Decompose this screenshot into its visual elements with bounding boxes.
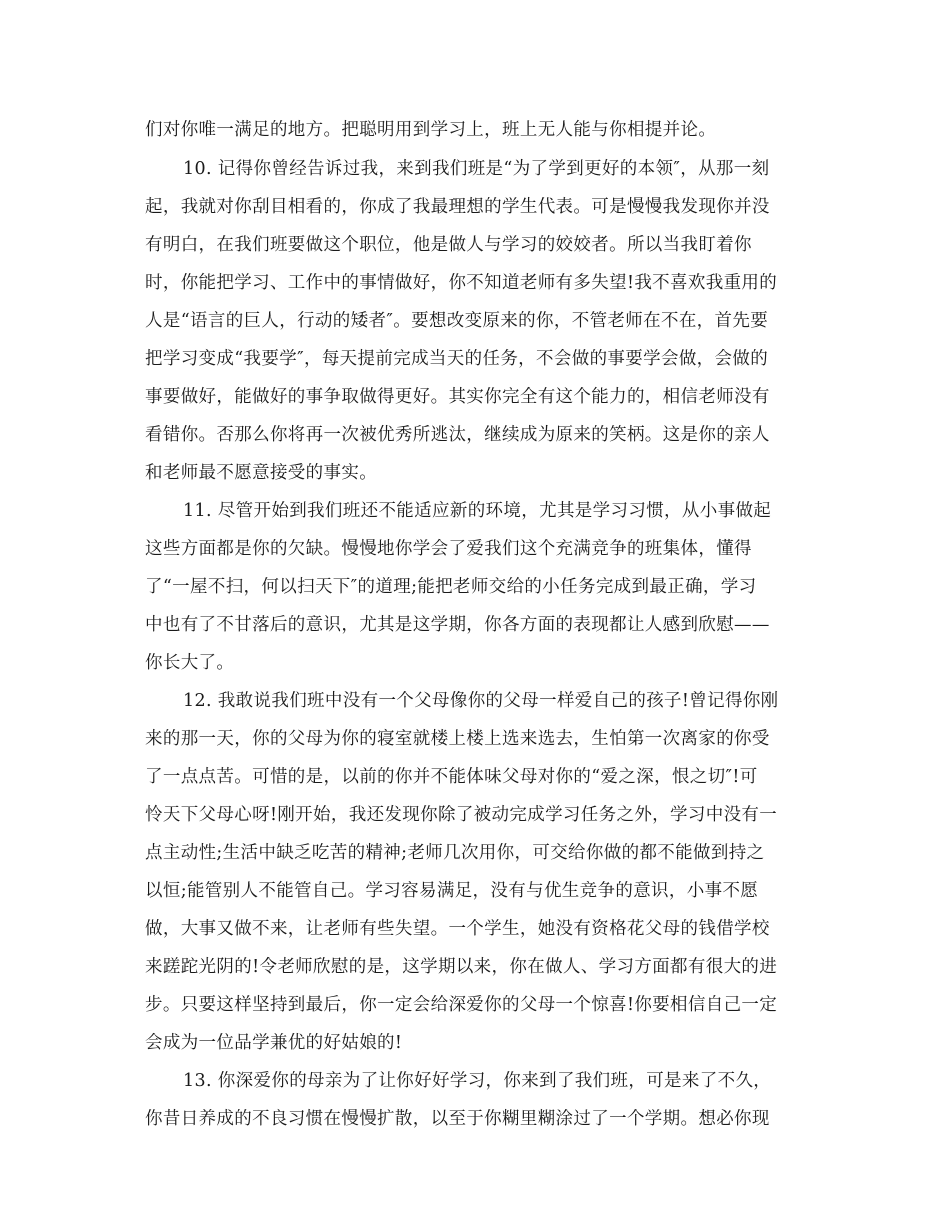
paragraph-12-start: 12. 我敢说我们班中没有一个父母像你的父母一样爱自己的孩子!曾记得你刚: [183, 691, 779, 711]
text-line: 中也有了不甘落后的意识，尤其是这学期，你各方面的表现都让人感到欣慰——: [145, 615, 770, 635]
text-line: 们对你唯一满足的地方。把聪明用到学习上，班上无人能与你相提并论。: [145, 120, 717, 140]
text-line: 这些方面都是你的欠缺。慢慢地你学会了爱我们这个充满竞争的班集体，懂得: [145, 539, 752, 559]
text-line: 把学习变成“我要学″，每天提前完成当天的任务，不会做的事要学会做，会做的: [145, 349, 769, 369]
text-line: 来的那一天，你的父母为你的寝室就楼上楼上选来选去，生怕第一次离家的你受: [145, 729, 770, 749]
text-line: 事要做好，能做好的事争取做得更好。其实你完全有这个能力的，相信老师没有: [145, 387, 770, 407]
text-line: 有明白，在我们班要做这个职位，他是做人与学习的姣姣者。所以当我盯着你: [145, 235, 752, 255]
paragraph-10-start: 10. 记得你曾经告诉过我，来到我们班是“为了学到更好的本领″，从那一刻: [183, 159, 770, 179]
text-line: 了“一屋不扫，何以扫天下″的道理;能把老师交给的小任务完成到最正确，学习: [145, 577, 757, 597]
text-line: 了一点点苦。可惜的是，以前的你并不能体味父母对你的“爱之深，恨之切″!可: [145, 767, 758, 787]
text-line: 你长大了。: [145, 653, 235, 673]
text-line: 和老师最不愿意接受的事实。: [145, 463, 378, 483]
text-line: 步。只要这样坚持到最后，你一定会给深爱你的父母一个惊喜!你要相信自己一定: [145, 995, 778, 1015]
text-line: 你昔日养成的不良习惯在慢慢扩散，以至于你糊里糊涂过了一个学期。想必你现: [145, 1109, 770, 1129]
text-line: 做，大事又做不来，让老师有些失望。一个学生，她没有资格花父母的钱借学校: [145, 919, 770, 939]
text-line: 来蹉跎光阴的!令老师欣慰的是，这学期以来，你在做人、学习方面都有很大的进: [145, 957, 778, 977]
text-line: 起，我就对你刮目相看的，你成了我最理想的学生代表。可是慢慢我发现你并没: [145, 197, 770, 217]
text-line: 看错你。否那么你将再一次被优秀所逃汰，继续成为原来的笑柄。这是你的亲人: [145, 425, 770, 445]
paragraph-13-start: 13. 你深爱你的母亲为了让你好好学习，你来到了我们班，可是来了不久，: [183, 1071, 772, 1091]
text-line: 人是“语言的巨人，行动的矮者″。要想改变原来的你，不管老师在不在，首先要: [145, 311, 769, 331]
paragraph-11-start: 11. 尽管开始到我们班还不能适应新的环境，尤其是学习习惯，从小事做起: [183, 501, 772, 521]
text-line: 以恒;能管别人不能管自己。学习容易满足，没有与优生竞争的意识，小事不愿: [145, 881, 759, 901]
text-line: 点主动性;生活中缺乏吃苦的精神;老师几次用你，可交给你做的都不能做到持之: [145, 843, 765, 863]
text-line: 会成为一位品学兼优的好姑娘的!: [145, 1033, 403, 1053]
text-line: 怜天下父母心呀!刚开始，我还发现你除了被动完成学习任务之外，学习中没有一: [145, 805, 778, 825]
text-line: 时，你能把学习、工作中的事情做好，你不知道老师有多失望!我不喜欢我重用的: [145, 273, 778, 293]
